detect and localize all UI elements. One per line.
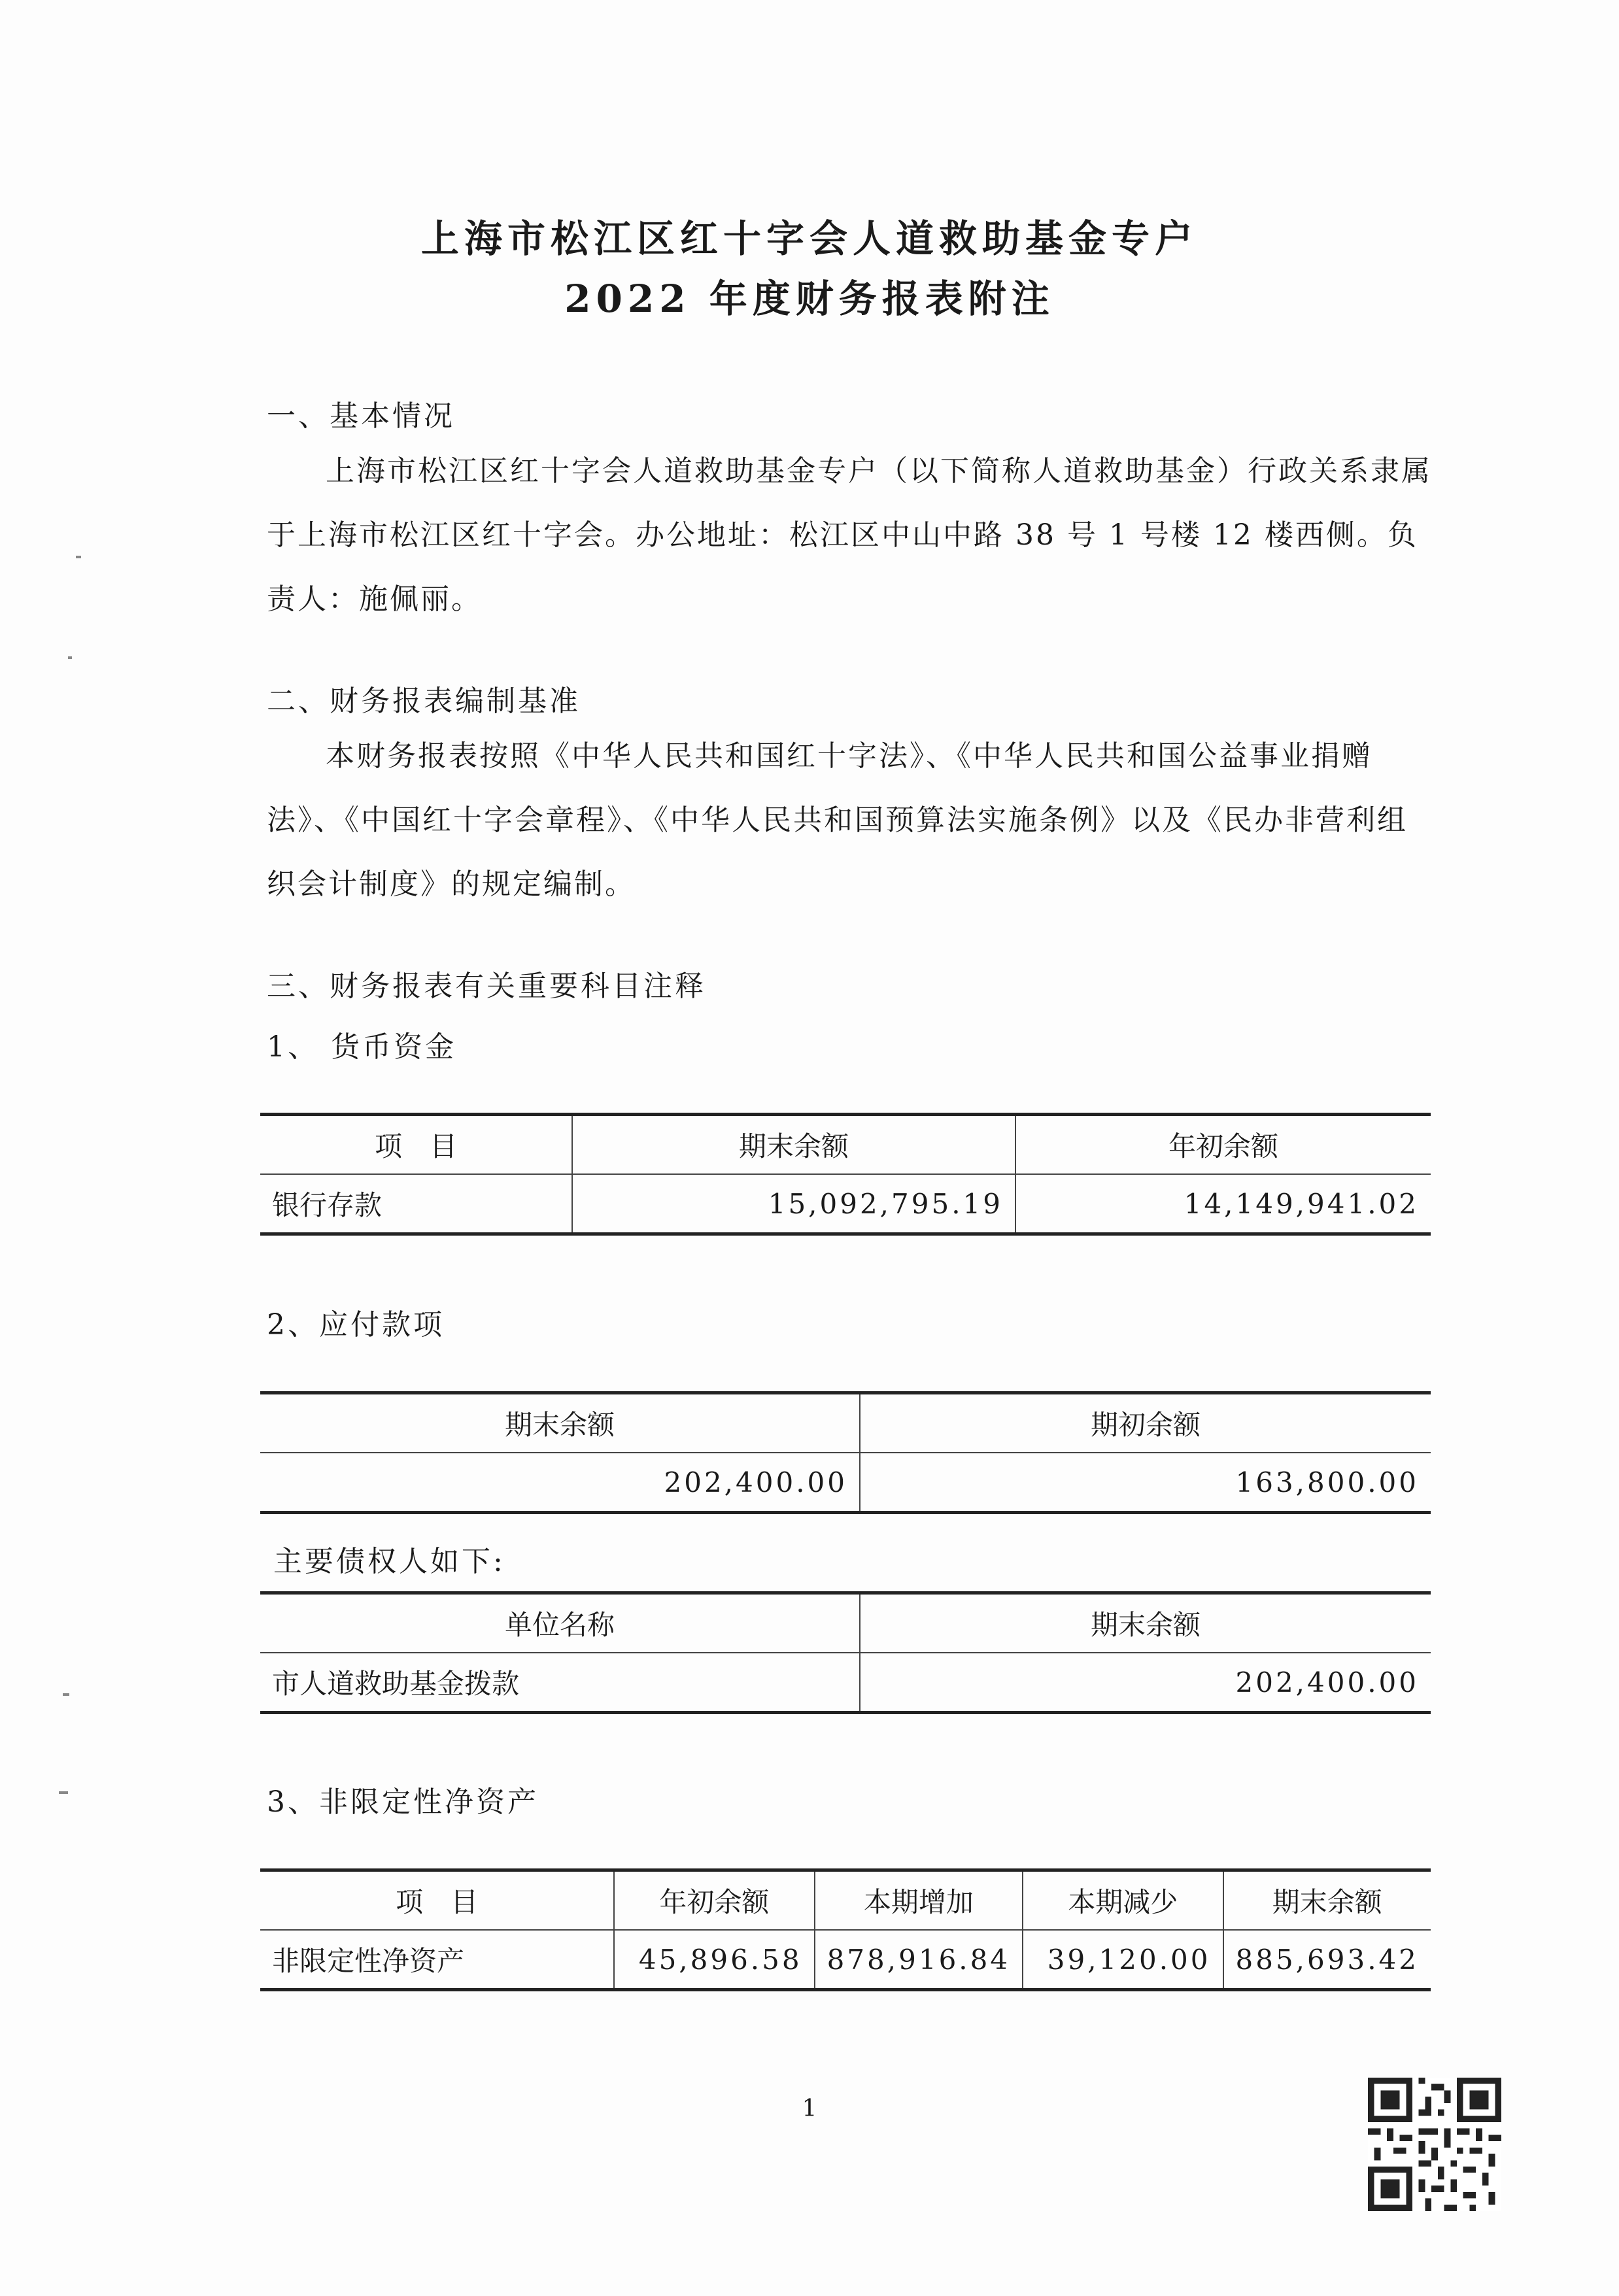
table-cell: 银行存款 — [260, 1174, 572, 1234]
table-cell: 45,896.58 — [614, 1930, 814, 1990]
header-cell: 本期减少 — [1023, 1870, 1223, 1931]
header-cell: 期末余额 — [1223, 1870, 1431, 1931]
table-cell: 市人道救助基金拨款 — [260, 1653, 860, 1713]
table-cell: 39,120.00 — [1023, 1930, 1223, 1990]
document-title-line2: 2022 年度财务报表附注 — [564, 277, 1055, 321]
page-number: 1 — [802, 2095, 817, 2122]
table-header-row — [260, 1393, 1431, 1453]
header-cell: 项 目 — [260, 1115, 572, 1175]
scan-speck — [68, 656, 72, 659]
table-cell: 878,916.84 — [815, 1930, 1023, 1990]
header-cell: 年初余额 — [1015, 1115, 1431, 1175]
creditor-label: 主要债权人如下: — [273, 1545, 505, 1578]
table-cell: 202,400.00 — [260, 1453, 860, 1513]
table-header-row — [260, 1870, 1431, 1931]
section1-text: 上海市松江区红十字会人道救助基金专户（以下简称人道救助基金）行政关系隶属于上海市松江区红十字会。办公地址：松江区中山中路 38 号 1 号楼 12 楼西侧。负责人：施佩丽。 — [267, 454, 1432, 616]
header-cell: 单位名称 — [260, 1593, 860, 1653]
table-row — [260, 1930, 1431, 1990]
table-row — [260, 1174, 1431, 1234]
header-cell: 期末余额 — [572, 1115, 1015, 1175]
section2-heading: 二、财务报表编制基准 — [267, 684, 581, 718]
cash-table — [260, 1113, 1431, 1236]
header-cell: 期初余额 — [860, 1393, 1431, 1453]
document-title-line1: 上海市松江区红十字会人道救助基金专户 — [420, 216, 1198, 261]
item2-heading: 2、应付款项 — [267, 1308, 445, 1342]
table-row — [260, 1453, 1431, 1513]
header-cell: 项 目 — [260, 1870, 614, 1931]
table-cell: 885,693.42 — [1223, 1930, 1431, 1990]
header-cell: 本期增加 — [815, 1870, 1023, 1931]
scan-speck — [59, 1791, 68, 1794]
scan-speck — [76, 556, 81, 558]
table-cell: 202,400.00 — [860, 1653, 1431, 1713]
item3-heading: 3、非限定性净资产 — [267, 1785, 539, 1819]
table-cell: 14,149,941.02 — [1015, 1174, 1431, 1234]
header-cell: 期末余额 — [860, 1593, 1431, 1653]
net-assets-table — [260, 1868, 1431, 1991]
table-cell: 15,092,795.19 — [572, 1174, 1015, 1234]
creditor-table — [260, 1591, 1431, 1714]
section2-text: 本财务报表按照《中华人民共和国红十字法》、《中华人民共和国公益事业捐赠法》、《中国红十字会章程》、《中华人民共和国预算法实施条例》以及《民办非营利组织会计制度》的规定编制。 — [267, 739, 1408, 901]
header-cell: 期末余额 — [260, 1393, 860, 1453]
section1-heading: 一、基本情况 — [267, 399, 455, 433]
table-header-row — [260, 1593, 1431, 1653]
header-cell: 年初余额 — [614, 1870, 814, 1931]
section3-heading: 三、财务报表有关重要科目注释 — [267, 970, 706, 1003]
table-header-row — [260, 1115, 1431, 1175]
item1-heading: 1、 货币资金 — [267, 1030, 456, 1064]
payables-table — [260, 1391, 1431, 1514]
table-row — [260, 1653, 1431, 1713]
table-cell: 163,800.00 — [860, 1453, 1431, 1513]
qr-code-icon — [1368, 2078, 1501, 2211]
table-cell: 非限定性净资产 — [260, 1930, 614, 1990]
scan-speck — [63, 1693, 69, 1696]
